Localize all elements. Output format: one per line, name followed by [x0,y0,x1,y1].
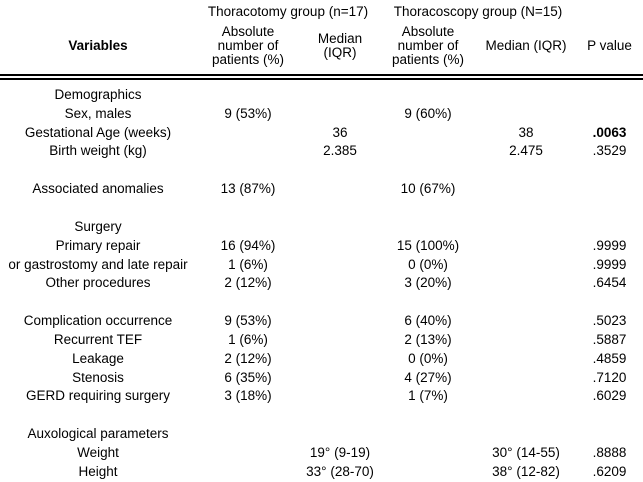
table-row [0,255,643,274]
cell-thoracotomy-median: 19° (9-19) [309,444,371,460]
cell-variable: Gestational Age (weeks) [24,124,172,140]
group-header-thoracoscopy: Thoracoscopy group (N=15) [393,4,563,19]
cell-p-value: .6454 [592,275,627,291]
cell-p-value: .4859 [592,350,627,366]
section-label: Surgery [74,218,122,234]
group-header-row [0,0,643,19]
cell-thoracoscopy-absolute: 9 (60%) [404,105,452,121]
table-row [0,387,643,406]
table-row [0,349,643,368]
cell-p-value: .5023 [592,313,627,329]
section-label: Auxological parameters [27,426,169,442]
column-header-row [0,22,643,70]
table-row [0,330,643,349]
cell-thoracoscopy-absolute: 3 (20%) [404,275,452,291]
cell-thoracoscopy-median: 30° (14-55) [492,444,560,460]
cell-thoracotomy-absolute: 9 (53%) [224,105,272,121]
cell-thoracotomy-absolute: 13 (87%) [220,181,276,197]
cell-variable: Sex, males [64,105,132,121]
header-divider-double-rule [0,74,643,80]
cell-variable: Other procedures [45,275,151,291]
cell-variable: Primary repair [55,237,141,253]
cell-variable: Leakage [72,350,124,366]
table-row [0,311,643,330]
section-row [0,85,643,104]
table-row [0,123,643,142]
cell-p-value: .3529 [592,143,627,159]
cell-thoracotomy-absolute: 3 (18%) [224,388,272,404]
cell-thoracotomy-absolute: 16 (94%) [220,237,276,253]
table-row [0,443,643,462]
cell-thoracoscopy-absolute: 4 (27%) [404,369,452,385]
column-header-thoracotomy-absolute: Absolute number of patients (%) [211,24,285,67]
spacer-row [0,160,643,179]
table-row [0,179,643,198]
cell-thoracoscopy-median: 38 [518,124,534,140]
cell-thoracotomy-absolute: 6 (35%) [224,369,272,385]
table-body [0,85,643,481]
column-header-thoracoscopy-median: Median (IQR) [485,38,567,53]
cell-variable: Weight [77,444,119,460]
cell-p-value: .7120 [592,369,627,385]
column-header-thoracotomy-median: Median (IQR) [317,31,363,60]
cell-thoracoscopy-absolute: 15 (100%) [396,237,460,253]
cell-thoracoscopy-absolute: 10 (67%) [400,181,456,197]
cell-thoracoscopy-absolute: 6 (40%) [404,313,452,329]
cell-thoracotomy-absolute: 1 (6%) [228,331,268,347]
cell-thoracoscopy-absolute: 0 (0%) [408,256,448,272]
cell-p-value: .6209 [592,463,627,479]
cell-thoracotomy-absolute: 2 (12%) [224,350,272,366]
cell-p-value: .9999 [592,237,627,253]
spacer-row [0,292,643,311]
cell-p-value: .8888 [592,444,627,460]
cell-thoracoscopy-absolute: 0 (0%) [408,350,448,366]
table-row [0,368,643,387]
cell-thoracotomy-absolute: 1 (6%) [228,256,268,272]
column-header-p-value: P value [587,38,632,53]
cell-p-value: .5887 [592,331,627,347]
table-row [0,142,643,161]
table-row [0,273,643,292]
table-row [0,104,643,123]
cell-variable: Associated anomalies [32,181,164,197]
cell-variable: or gastrostomy and late repair [8,256,188,272]
cell-variable: Recurrent TEF [53,331,143,347]
cell-thoracotomy-median: 2.385 [323,143,357,159]
cell-thoracotomy-absolute: 2 (12%) [224,275,272,291]
cell-thoracotomy-median: 33° (28-70) [306,463,374,479]
table-row [0,462,643,481]
cell-variable: Height [78,463,118,479]
section-row [0,424,643,443]
cell-variable: Complication occurrence [23,313,173,329]
column-header-variables: Variables [68,38,128,53]
cell-thoracoscopy-absolute: 2 (13%) [404,331,452,347]
cell-thoracotomy-absolute: 9 (53%) [224,313,272,329]
spacer-row [0,198,643,217]
group-header-thoracotomy: Thoracotomy group (n=17) [207,4,369,19]
cell-p-value: .6029 [592,388,627,404]
cell-variable: Birth weight (kg) [49,143,147,159]
cell-p-value: .0063 [592,124,627,140]
cell-variable: Stenosis [72,369,124,385]
spacer-row [0,405,643,424]
cell-variable: GERD requiring surgery [25,388,171,404]
table-row [0,236,643,255]
section-row [0,217,643,236]
cell-p-value: .9999 [592,256,627,272]
cell-thoracoscopy-absolute: 1 (7%) [408,388,448,404]
cell-thoracoscopy-median: 38° (12-82) [492,463,560,479]
cell-thoracoscopy-median: 2.475 [509,143,543,159]
cell-thoracotomy-median: 36 [332,124,348,140]
column-header-thoracoscopy-absolute: Absolute number of patients (%) [391,24,465,67]
section-label: Demographics [54,86,142,102]
